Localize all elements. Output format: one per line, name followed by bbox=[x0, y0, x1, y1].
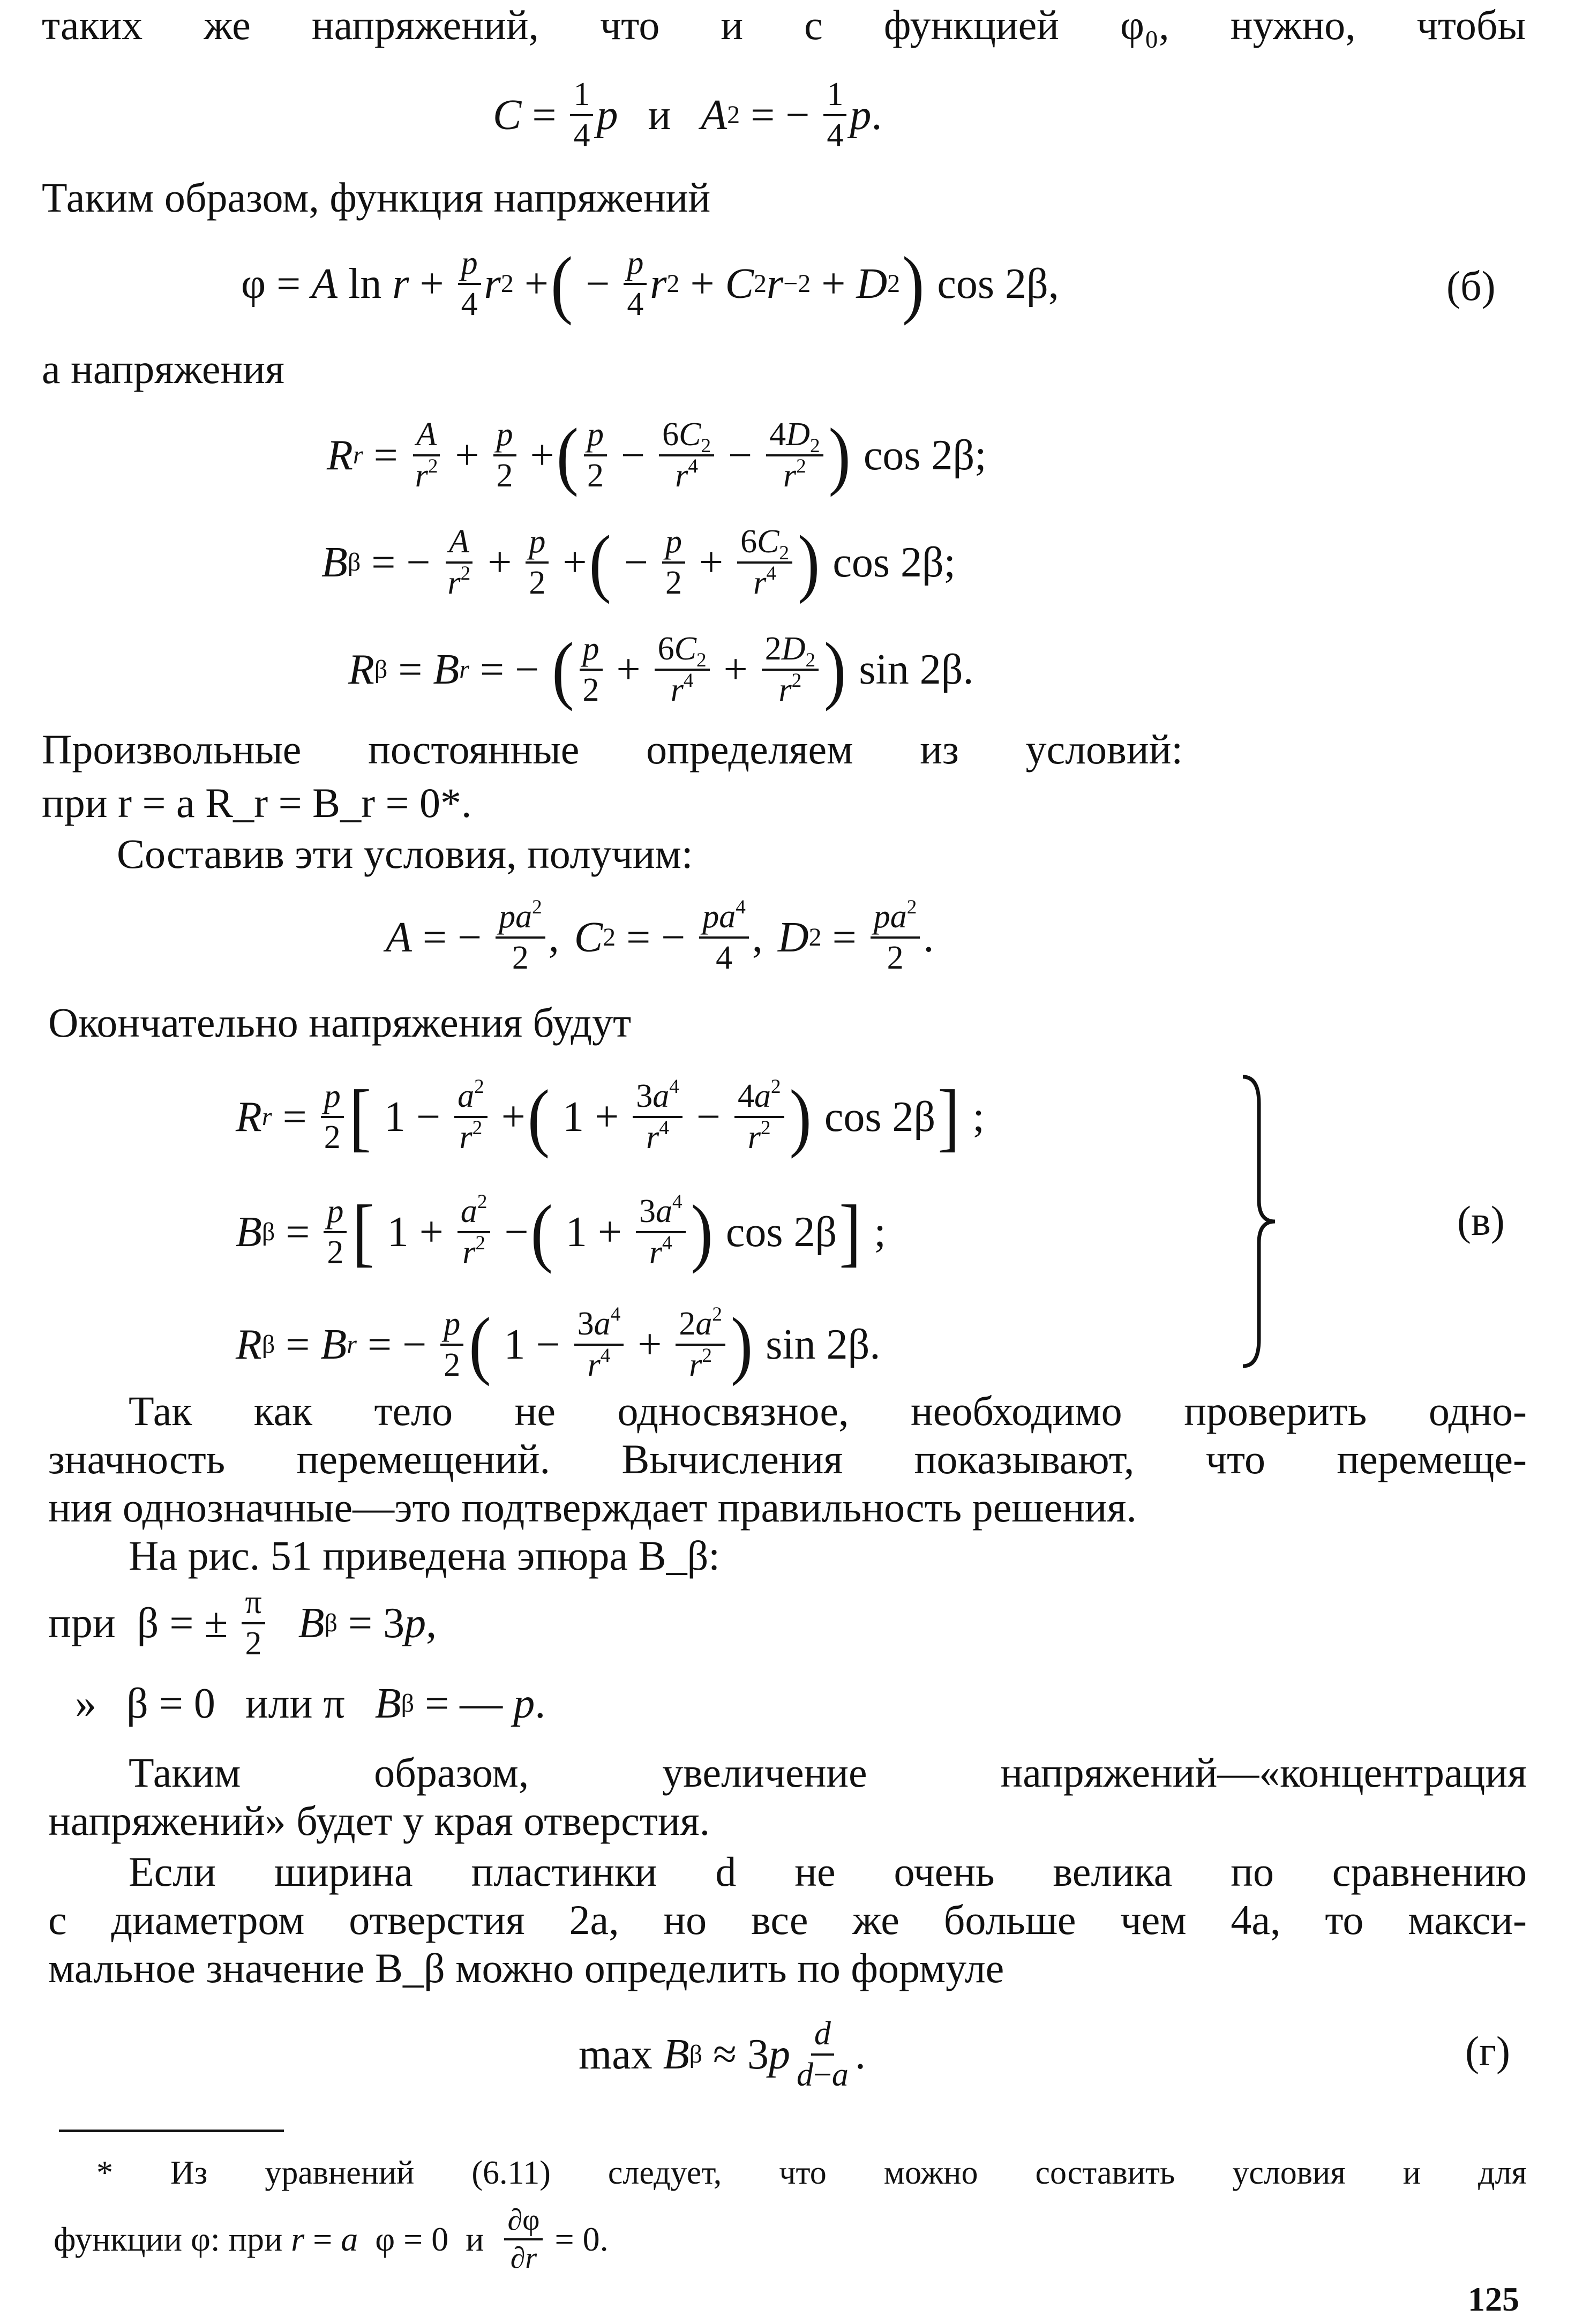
equation-bb: B β = − $\frac{A}{r^2}$ + $\frac{p}{2}$ + ( − $\frac{p}{2}$ + $\frac{6C_2}{r^4}$ ) cos 2β; bbox=[321, 520, 956, 604]
equation-c-a2: C = $\frac{1}{4}$ p и A 2 = − $\frac{1}{4}$ p . bbox=[493, 76, 882, 154]
condition-beta-pi-half: при β = ± $\frac{\pi}{2}$ B β = 3 p , bbox=[48, 1584, 437, 1662]
paragraph-5-line-1: Если ширина пластинки d не очень велика по сравнению bbox=[129, 1848, 1527, 1895]
paragraph-1-line-2: значность перемещений. Вычисления показывают, что перемеще- bbox=[48, 1436, 1527, 1482]
paragraph-5-line-2: с диаметром отверстия 2a, но все же больше чем 4a, то макси- bbox=[48, 1896, 1527, 1943]
equation-number-g: (г) bbox=[1465, 2028, 1510, 2074]
text-line-2: Таким образом, функция напряжений bbox=[42, 174, 711, 221]
text-line-4: Произвольные постоянные определяем из условий: bbox=[42, 726, 1183, 773]
text-line-3: а напряжения bbox=[42, 346, 284, 392]
equation-phi: φ = A ln r + $\frac{p}{4}$ r 2 + ( − $\frac{p}{4}$ r 2 + C 2 r −2 + D 2 ) cos 2β, bbox=[241, 241, 1059, 326]
equation-rr: R r = $\frac{A}{r^2}$ + $\frac{p}{2}$ + ( $\frac{p}{2}$ − $\frac{6C_2}{r^4}$ − $\frac{4D_2}{r^2}$ ) cos 2β; bbox=[327, 413, 987, 497]
paragraph-2: На рис. 51 приведена эпюра B_β: bbox=[129, 1532, 720, 1579]
condition-beta-zero: » β = 0 или π B β = — p . bbox=[75, 1680, 546, 1727]
equation-number-v: (в) bbox=[1457, 1197, 1505, 1244]
text-line-1: таких же напряжений, что и с функцией φ₀, нужно, чтобы bbox=[42, 2, 1526, 48]
equation-final-rr: R r = $\frac{p}{2}$ [ 1 − $\frac{a^2}{r^2}$ + ( 1 + $\frac{3a^4}{r^4}$ − $\frac{4a^2}{r^2}$ ) cos 2β ] ; bbox=[236, 1074, 985, 1159]
text-line-6: Составив эти условия, получим: bbox=[117, 830, 693, 877]
paragraph-4-line-1: Таким образом, увеличение напряжений—«концентрация bbox=[129, 1749, 1527, 1796]
paragraph-1-line-1: Так как тело не односвязное, необходимо проверить одно- bbox=[129, 1388, 1527, 1434]
page-number: 125 bbox=[1468, 2280, 1519, 2318]
right-brace-icon bbox=[1238, 1071, 1280, 1371]
footnote-rule bbox=[59, 2130, 284, 2132]
text-line-7: Окончательно напряжения будут bbox=[48, 999, 632, 1046]
equation-constants: A = − $\frac{pa^2}{2}$ , C 2 = − $\frac{pa^4}{4}$ , D 2 = $\frac{pa^2}{2}$ . bbox=[386, 896, 934, 976]
equation-rb: R β = B r = − ( $\frac{p}{2}$ + $\frac{6C_2}{r^4}$ + $\frac{2D_2}{r^2}$ ) sin 2β. bbox=[348, 627, 974, 711]
paragraph-4-line-2: напряжений» будет у края отверстия. bbox=[48, 1797, 710, 1844]
equation-max-bb: max B β ≈ 3 p $\frac{d}{d-a}$ . bbox=[579, 2015, 866, 2093]
footnote-line-2: функции φ: при r = a φ = 0 и $\frac{\partial\varphi}{\partial r}$ = 0. bbox=[54, 2203, 609, 2275]
equation-final-bb: B β = $\frac{p}{2}$ [ 1 + $\frac{a^2}{r^2}$ − ( 1 + $\frac{3a^4}{r^4}$ ) cos 2β ] ; bbox=[236, 1189, 886, 1274]
equation-final-rb: R β = B r = − $\frac{p}{2}$ ( 1 − $\frac{3a^4}{r^4}$ + $\frac{2a^2}{r^2}$ ) sin 2β. bbox=[236, 1302, 881, 1386]
equation-number-b: (б) bbox=[1446, 263, 1496, 309]
footnote-line-1: * Из уравнений (6.11) следует, что можно составить условия и для bbox=[96, 2155, 1527, 2191]
paragraph-5-line-3: мальное значение B_β можно определить по формуле bbox=[48, 1945, 1004, 1991]
text-line-5: при r = a R_r = B_r = 0*. bbox=[42, 779, 472, 826]
paragraph-1-line-3: ния однозначные—это подтверждает правильность решения. bbox=[48, 1484, 1137, 1531]
